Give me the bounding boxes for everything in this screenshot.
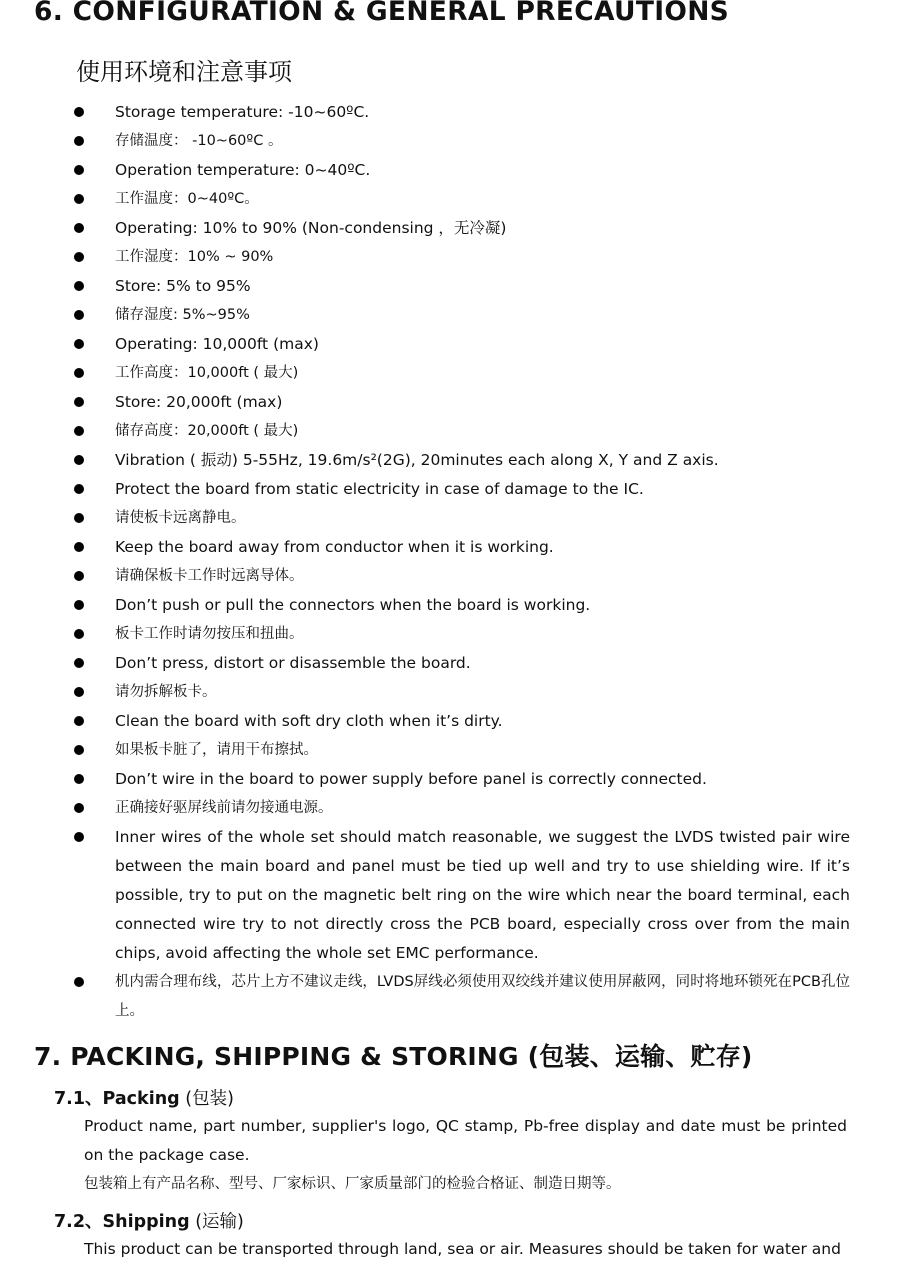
list-item-text: Don’t wire in the board to power supply before panel is correctly connected. xyxy=(115,770,707,788)
packing-label: Packing xyxy=(102,1089,180,1109)
precautions-list xyxy=(0,98,900,1026)
list-item xyxy=(0,359,850,388)
list-item-text: 请勿拆解板卡。 xyxy=(115,684,217,700)
list-item-text: Store: 20,000ft (max) xyxy=(115,393,283,411)
list-item xyxy=(0,330,850,359)
bullet-icon xyxy=(74,542,84,552)
list-item xyxy=(0,446,850,475)
list-item xyxy=(0,127,850,156)
bullet-icon xyxy=(74,107,84,117)
bullet-icon xyxy=(74,977,84,987)
list-item-text: 机内需合理布线，芯片上方不建议走线，LVDS屏线必须使用双绞线并建议使用屏蔽网，同时将地环锁死在PCB孔位上。 xyxy=(115,974,850,1019)
list-item xyxy=(0,968,850,1026)
list-item xyxy=(0,794,850,823)
bullet-icon xyxy=(74,165,84,175)
shipping-text-en: This product can be transported through land, sea or air. Measures should be taken for water and xyxy=(84,1240,841,1258)
list-item-text: 请确保板卡工作时远离导体。 xyxy=(115,568,304,584)
bullet-icon xyxy=(74,136,84,146)
list-item-text: 存储温度： -10~60ºC 。 xyxy=(115,133,283,149)
bullet-icon xyxy=(74,339,84,349)
list-item-text: Keep the board away from conductor when it is working. xyxy=(115,538,554,556)
list-item xyxy=(0,272,850,301)
list-item-text: Clean the board with soft dry cloth when it’s dirty. xyxy=(115,712,503,730)
bullet-icon xyxy=(74,629,84,639)
list-item xyxy=(0,649,850,678)
bullet-icon xyxy=(74,600,84,610)
shipping-heading xyxy=(54,1208,244,1233)
list-item-text: 请使板卡远离静电。 xyxy=(115,510,246,526)
list-item xyxy=(0,475,850,504)
shipping-number: 7.2、 xyxy=(54,1212,103,1232)
list-item-text: 储存高度：20,000ft ( 最大) xyxy=(115,423,299,439)
section-6-subtitle: 使用环境和注意事项 xyxy=(76,58,292,86)
section-6-title: 6. CONFIGURATION & GENERAL PRECAUTIONS xyxy=(34,0,730,27)
list-item-text: 工作温度：0~40ºC。 xyxy=(115,191,259,207)
list-item xyxy=(0,98,850,127)
list-item xyxy=(0,214,850,243)
bullet-icon xyxy=(74,571,84,581)
packing-text-cn: 包装箱上有产品名称、型号、厂家标识、厂家质量部门的检验合格证、制造日期等。 xyxy=(84,1176,621,1192)
packing-number: 7.1、 xyxy=(54,1089,103,1109)
list-item xyxy=(0,533,850,562)
list-item xyxy=(0,736,850,765)
list-item xyxy=(0,678,850,707)
bullet-icon xyxy=(74,223,84,233)
list-item xyxy=(0,823,850,968)
list-item xyxy=(0,707,850,736)
list-item xyxy=(0,562,850,591)
bullet-icon xyxy=(74,194,84,204)
list-item-text: Operating: 10,000ft (max) xyxy=(115,335,319,353)
list-item-text: Inner wires of the whole set should match reasonable, we suggest the LVDS twisted pair wire between the main board and panel must be tied up well and try to use shielding wire. If it’s possible, try to put on the magnetic belt ring on the wire which near the board terminal, each connected wire try to not directly cross the PCB board, especially cross over from the main chips, avoid affecting the whole set EMC performance. xyxy=(115,828,850,962)
shipping-label-cn: (运输) xyxy=(195,1212,244,1232)
list-item-text: Store: 5% to 95% xyxy=(115,277,251,295)
list-item-text: Storage temperature: -10~60ºC. xyxy=(115,103,370,121)
list-item-text: 正确接好驱屏线前请勿接通电源。 xyxy=(115,800,333,816)
list-item xyxy=(0,591,850,620)
bullet-icon xyxy=(74,658,84,668)
bullet-icon xyxy=(74,832,84,842)
bullet-icon xyxy=(74,513,84,523)
list-item xyxy=(0,504,850,533)
list-item xyxy=(0,388,850,417)
bullet-icon xyxy=(74,426,84,436)
bullet-icon xyxy=(74,745,84,755)
bullet-icon xyxy=(74,803,84,813)
bullet-icon xyxy=(74,455,84,465)
list-item xyxy=(0,301,850,330)
list-item-text: 储存湿度: 5%~95% xyxy=(115,307,250,323)
packing-label-cn: (包装) xyxy=(185,1089,234,1109)
list-item xyxy=(0,243,850,272)
list-item xyxy=(0,620,850,649)
bullet-icon xyxy=(74,397,84,407)
list-item xyxy=(0,765,850,794)
list-item-text: 板卡工作时请勿按压和扭曲。 xyxy=(115,626,304,642)
section-7-title: 7. PACKING, SHIPPING & STORING (包装、运输、贮存) xyxy=(34,1042,753,1071)
packing-text-en: Product name, part number, supplier's logo, QC stamp, Pb-free display and date must be printed on the package case. xyxy=(84,1117,847,1164)
bullet-icon xyxy=(74,368,84,378)
shipping-label: Shipping xyxy=(102,1212,190,1232)
bullet-icon xyxy=(74,484,84,494)
list-item-text: Operating: 10% to 90% (Non-condensing ，无冷凝) xyxy=(115,219,507,237)
list-item-text: Vibration ( 振动) 5-55Hz, 19.6m/s²(2G), 20minutes each along X, Y and Z axis. xyxy=(115,451,719,469)
list-item-text: 如果板卡脏了，请用干布擦拭。 xyxy=(115,742,318,758)
list-item-text: Protect the board from static electricity in case of damage to the IC. xyxy=(115,480,644,498)
bullet-icon xyxy=(74,716,84,726)
bullet-icon xyxy=(74,252,84,262)
bullet-icon xyxy=(74,310,84,320)
bullet-icon xyxy=(74,281,84,291)
packing-heading xyxy=(54,1085,234,1110)
bullet-icon xyxy=(74,687,84,697)
list-item-text: Don’t press, distort or disassemble the board. xyxy=(115,654,471,672)
list-item xyxy=(0,156,850,185)
list-item-text: Don’t push or pull the connectors when the board is working. xyxy=(115,596,591,614)
list-item xyxy=(0,185,850,214)
bullet-icon xyxy=(74,774,84,784)
list-item-text: Operation temperature: 0~40ºC. xyxy=(115,161,371,179)
list-item xyxy=(0,417,850,446)
list-item-text: 工作湿度：10% ~ 90% xyxy=(115,249,274,265)
list-item-text: 工作高度：10,000ft ( 最大) xyxy=(115,365,299,381)
